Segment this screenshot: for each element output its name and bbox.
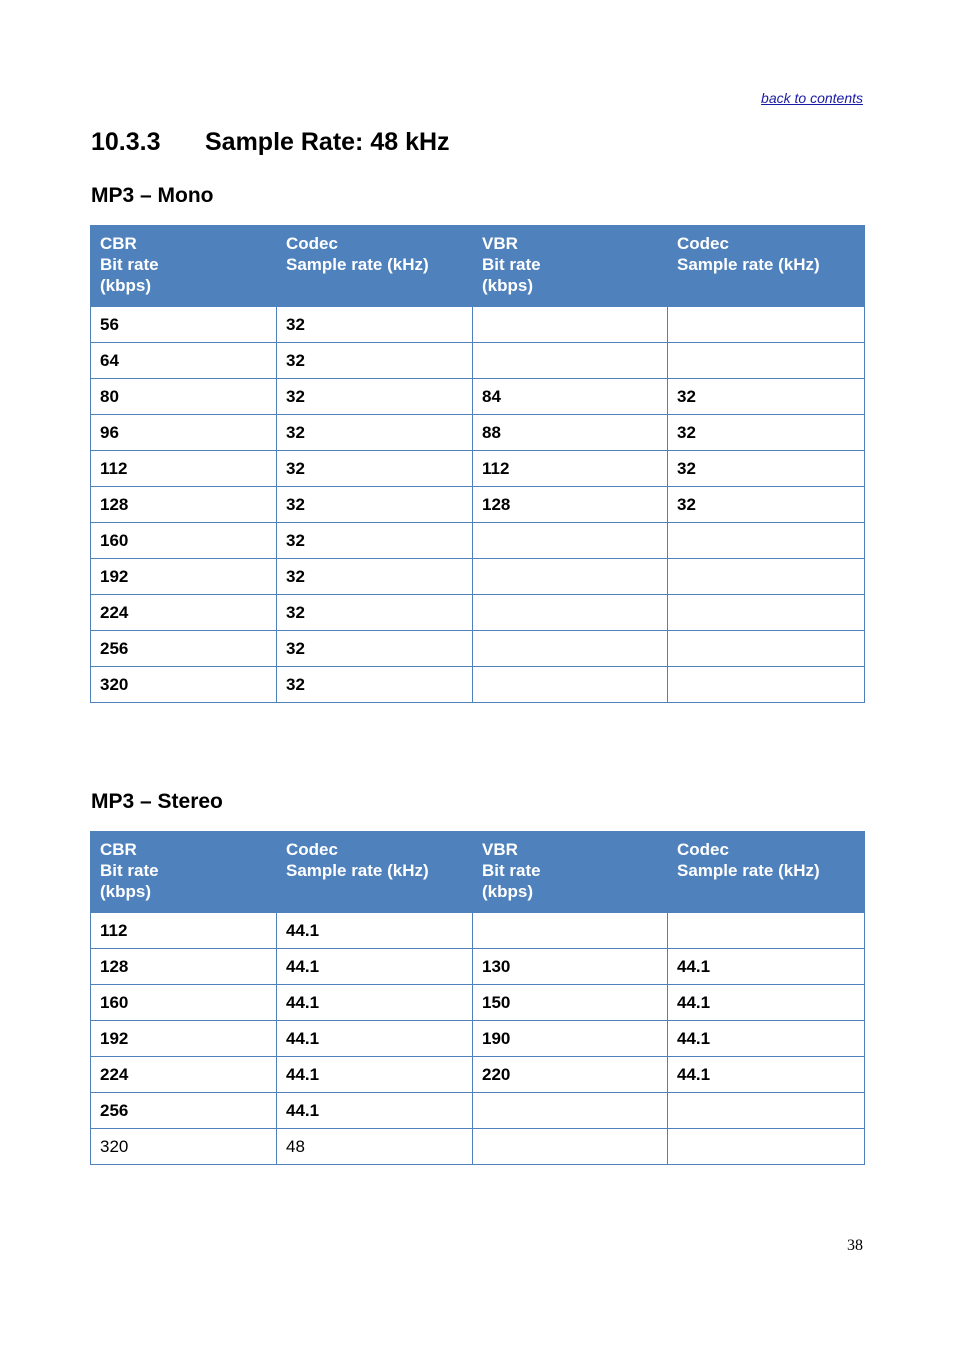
header-line: Sample rate (kHz) — [677, 861, 820, 880]
table-cell: 32 — [277, 523, 473, 559]
table-cell: 32 — [277, 595, 473, 631]
table-row — [91, 1093, 865, 1129]
header-line: CBR — [100, 840, 137, 859]
table-cell: 32 — [668, 487, 865, 523]
table-cell — [473, 667, 668, 703]
table-cell: 112 — [91, 913, 277, 949]
table-cell: 88 — [473, 415, 668, 451]
table-cell — [473, 1093, 668, 1129]
table-row — [91, 415, 865, 451]
table-cell — [473, 595, 668, 631]
table-cell: 220 — [473, 1057, 668, 1093]
table-cell: 84 — [473, 379, 668, 415]
table-header-row — [91, 832, 865, 913]
table-cell: 96 — [91, 415, 277, 451]
table-cell: 160 — [91, 523, 277, 559]
table-cell: 160 — [91, 985, 277, 1021]
table-cell — [668, 307, 865, 343]
table-cell — [473, 1129, 668, 1165]
cbr-bit-rate-header — [91, 832, 277, 913]
header-line: Bit rate — [100, 861, 159, 880]
table-row — [91, 913, 865, 949]
header-line: Codec — [677, 234, 729, 253]
table-cell: 128 — [91, 487, 277, 523]
stereo-heading: MP3 – Stereo — [91, 790, 223, 813]
table-cell — [668, 1129, 865, 1165]
table-cell: 320 — [91, 1129, 277, 1165]
table-cell: 32 — [277, 415, 473, 451]
table-cell: 32 — [277, 559, 473, 595]
table-cell: 32 — [668, 451, 865, 487]
table-cell — [668, 343, 865, 379]
header-line: Bit rate — [482, 861, 541, 880]
table-cell — [473, 631, 668, 667]
cbr-bit-rate-header — [91, 226, 277, 307]
table-cell — [473, 307, 668, 343]
header-line: (kbps) — [100, 882, 151, 901]
table-cell: 44.1 — [668, 949, 865, 985]
codec-sample-rate-header — [668, 832, 865, 913]
table-cell: 44.1 — [277, 985, 473, 1021]
table-cell: 44.1 — [277, 913, 473, 949]
table-cell: 256 — [91, 631, 277, 667]
table-cell: 56 — [91, 307, 277, 343]
header-line: (kbps) — [482, 276, 533, 295]
header-line: VBR — [482, 840, 518, 859]
table-cell: 44.1 — [277, 1057, 473, 1093]
table-cell — [668, 595, 865, 631]
header-line: (kbps) — [100, 276, 151, 295]
header-line: Sample rate (kHz) — [286, 255, 429, 274]
table-cell — [668, 559, 865, 595]
header-line: Sample rate (kHz) — [286, 861, 429, 880]
table-cell: 32 — [277, 343, 473, 379]
table-cell: 44.1 — [668, 985, 865, 1021]
table-cell: 44.1 — [277, 949, 473, 985]
table-cell: 130 — [473, 949, 668, 985]
header-line: (kbps) — [482, 882, 533, 901]
table-row — [91, 343, 865, 379]
table-cell — [473, 343, 668, 379]
table-cell — [668, 667, 865, 703]
table-cell: 64 — [91, 343, 277, 379]
table-row — [91, 1021, 865, 1057]
table-cell: 32 — [277, 487, 473, 523]
section-title-text: Sample Rate: 48 kHz — [205, 128, 450, 156]
header-line: Sample rate (kHz) — [677, 255, 820, 274]
table-cell: 32 — [668, 415, 865, 451]
table-cell: 190 — [473, 1021, 668, 1057]
table-cell: 224 — [91, 1057, 277, 1093]
header-line: CBR — [100, 234, 137, 253]
table-row — [91, 631, 865, 667]
codec-sample-rate-header — [277, 832, 473, 913]
page-number: 38 — [847, 1237, 863, 1254]
table-cell — [668, 523, 865, 559]
codec-sample-rate-header — [277, 226, 473, 307]
header-line: Bit rate — [482, 255, 541, 274]
table-cell: 224 — [91, 595, 277, 631]
table-row — [91, 523, 865, 559]
vbr-bit-rate-header — [473, 226, 668, 307]
codec-sample-rate-header — [668, 226, 865, 307]
header-line: Bit rate — [100, 255, 159, 274]
table-header-row — [91, 226, 865, 307]
table-row — [91, 379, 865, 415]
table-cell — [668, 631, 865, 667]
mono-table — [90, 225, 865, 703]
table-cell: 48 — [277, 1129, 473, 1165]
table-row — [91, 985, 865, 1021]
table-row — [91, 451, 865, 487]
table-cell: 128 — [473, 487, 668, 523]
table-cell: 32 — [668, 379, 865, 415]
section-title — [91, 128, 450, 157]
header-line: VBR — [482, 234, 518, 253]
table-cell: 32 — [277, 451, 473, 487]
table-cell — [473, 523, 668, 559]
table-row — [91, 595, 865, 631]
table-cell: 44.1 — [668, 1057, 865, 1093]
table-cell: 32 — [277, 307, 473, 343]
table-cell: 44.1 — [277, 1021, 473, 1057]
stereo-table — [90, 831, 865, 1165]
table-row — [91, 667, 865, 703]
section-number: 10.3.3 — [91, 128, 161, 156]
table-cell: 112 — [91, 451, 277, 487]
table-row — [91, 1129, 865, 1165]
table-row — [91, 949, 865, 985]
table-cell: 32 — [277, 631, 473, 667]
table-cell: 192 — [91, 1021, 277, 1057]
table-row — [91, 307, 865, 343]
table-cell: 44.1 — [668, 1021, 865, 1057]
header-line: Codec — [286, 840, 338, 859]
table-cell — [668, 913, 865, 949]
table-cell: 32 — [277, 667, 473, 703]
vbr-bit-rate-header — [473, 832, 668, 913]
back-to-contents-link[interactable]: back to contents — [761, 90, 863, 106]
table-cell: 192 — [91, 559, 277, 595]
table-cell: 150 — [473, 985, 668, 1021]
header-line: Codec — [677, 840, 729, 859]
table-row — [91, 559, 865, 595]
table-cell — [473, 559, 668, 595]
mono-heading: MP3 – Mono — [91, 184, 214, 207]
table-cell — [473, 913, 668, 949]
table-cell: 32 — [277, 379, 473, 415]
header-line: Codec — [286, 234, 338, 253]
table-cell: 80 — [91, 379, 277, 415]
table-row — [91, 1057, 865, 1093]
table-cell: 44.1 — [277, 1093, 473, 1129]
table-cell: 112 — [473, 451, 668, 487]
table-cell: 256 — [91, 1093, 277, 1129]
table-cell: 320 — [91, 667, 277, 703]
table-cell: 128 — [91, 949, 277, 985]
table-row — [91, 487, 865, 523]
table-cell — [668, 1093, 865, 1129]
